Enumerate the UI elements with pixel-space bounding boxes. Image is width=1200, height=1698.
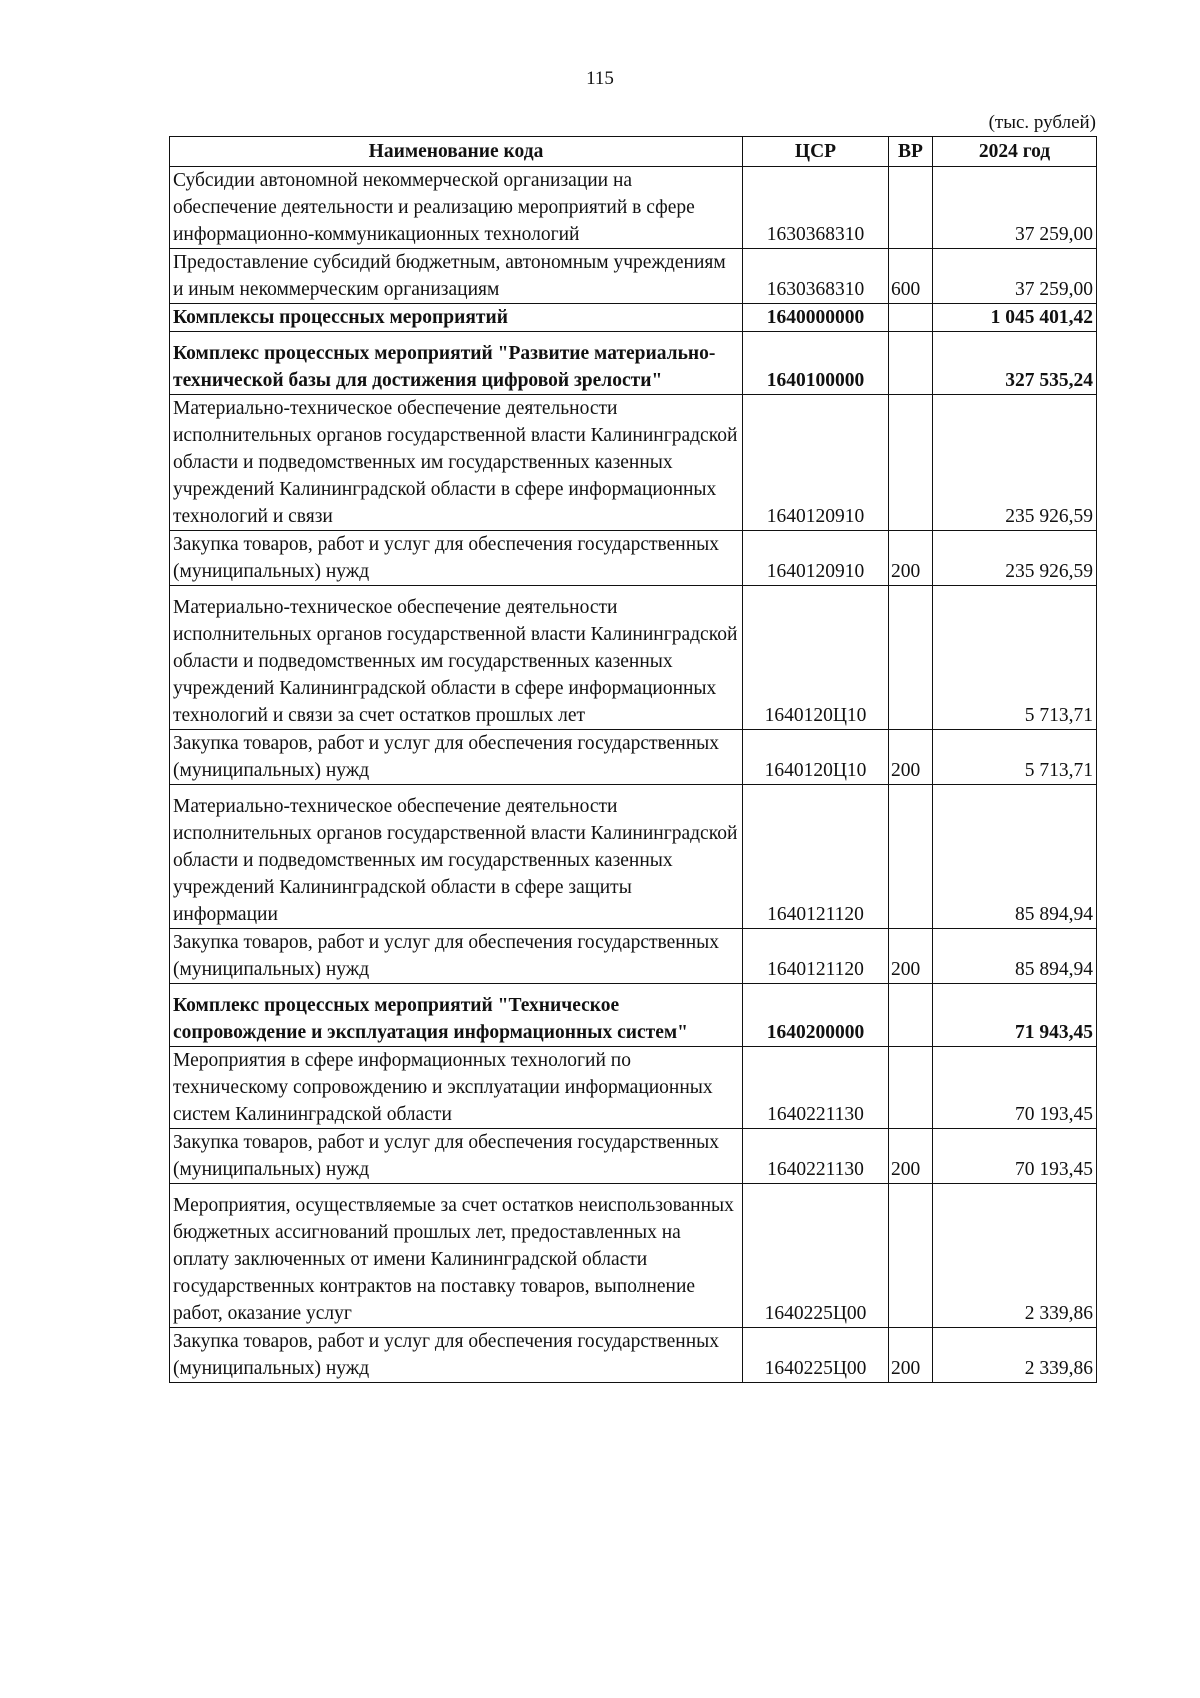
- row-name: Комплекс процессных мероприятий "Техническое сопровождение и эксплуатация информационных систем": [170, 984, 743, 1047]
- row-vr: [889, 167, 933, 249]
- row-name: Предоставление субсидий бюджетным, автономным учреждениям и иным некоммерческим организациям: [170, 249, 743, 304]
- row-vr: 200: [889, 531, 933, 586]
- row-name: Закупка товаров, работ и услуг для обеспечения государственных (муниципальных) нужд: [170, 531, 743, 586]
- header-name: Наименование кода: [170, 137, 743, 167]
- row-vr: [889, 785, 933, 929]
- table-row: [170, 785, 1097, 929]
- row-name: Материально-техническое обеспечение деятельности исполнительных органов государственной власти Калининградской области и подведомственных им государственных казенных учреждений Калининградской области в сфере информационных технологий и связи за счет остатков прошлых лет: [170, 586, 743, 730]
- row-vr: 200: [889, 730, 933, 785]
- row-vr: [889, 395, 933, 531]
- row-amount: 327 535,24: [933, 332, 1097, 395]
- table-row: [170, 531, 1097, 586]
- row-vr: 600: [889, 249, 933, 304]
- table-header-row: [170, 137, 1097, 167]
- row-csr: 1640120910: [743, 531, 889, 586]
- table-row: [170, 984, 1097, 1047]
- row-amount: 5 713,71: [933, 586, 1097, 730]
- row-csr: 1640225Ц00: [743, 1184, 889, 1328]
- row-vr: [889, 984, 933, 1047]
- row-csr: 1640120Ц10: [743, 586, 889, 730]
- budget-table: [169, 136, 1097, 1383]
- table-row: [170, 1047, 1097, 1129]
- row-vr: 200: [889, 929, 933, 984]
- row-amount: 70 193,45: [933, 1129, 1097, 1184]
- row-name: Комплексы процессных мероприятий: [170, 304, 743, 332]
- table-row: [170, 586, 1097, 730]
- row-amount: 235 926,59: [933, 531, 1097, 586]
- row-csr: 1630368310: [743, 249, 889, 304]
- row-csr: 1640225Ц00: [743, 1328, 889, 1383]
- table-row: [170, 167, 1097, 249]
- row-csr: 1640221130: [743, 1129, 889, 1184]
- table-row: [170, 249, 1097, 304]
- row-name: Материально-техническое обеспечение деятельности исполнительных органов государственной власти Калининградской области и подведомственных им государственных казенных учреждений Калининградской области в сфере информационных технологий и связи: [170, 395, 743, 531]
- row-name: Мероприятия в сфере информационных технологий по техническому сопровождению и эксплуатации информационных систем Калининградской области: [170, 1047, 743, 1129]
- table-row: [170, 1129, 1097, 1184]
- row-vr: [889, 1047, 933, 1129]
- table-row: [170, 332, 1097, 395]
- table-row: [170, 1328, 1097, 1383]
- table-row: [170, 929, 1097, 984]
- row-csr: 1640100000: [743, 332, 889, 395]
- row-vr: [889, 586, 933, 730]
- row-name: Закупка товаров, работ и услуг для обеспечения государственных (муниципальных) нужд: [170, 1328, 743, 1383]
- row-amount: 235 926,59: [933, 395, 1097, 531]
- row-vr: 200: [889, 1328, 933, 1383]
- row-csr: 1640000000: [743, 304, 889, 332]
- row-amount: 71 943,45: [933, 984, 1097, 1047]
- row-amount: 37 259,00: [933, 249, 1097, 304]
- row-amount: 5 713,71: [933, 730, 1097, 785]
- row-name: Мероприятия, осуществляемые за счет остатков неиспользованных бюджетных ассигнований прошлых лет, предоставленных на оплату заключенных от имени Калининградской области государственных контрактов на поставку товаров, выполнение работ, оказание услуг: [170, 1184, 743, 1328]
- table-row: [170, 1184, 1097, 1328]
- header-year: 2024 год: [933, 137, 1097, 167]
- row-amount: 85 894,94: [933, 929, 1097, 984]
- row-csr: 1640120Ц10: [743, 730, 889, 785]
- row-vr: [889, 304, 933, 332]
- table-row: [170, 304, 1097, 332]
- table-row: [170, 730, 1097, 785]
- row-amount: 37 259,00: [933, 167, 1097, 249]
- row-amount: 2 339,86: [933, 1184, 1097, 1328]
- row-vr: [889, 1184, 933, 1328]
- row-csr: 1640121120: [743, 929, 889, 984]
- row-csr: 1640121120: [743, 785, 889, 929]
- header-csr: ЦСР: [743, 137, 889, 167]
- row-name: Закупка товаров, работ и услуг для обеспечения государственных (муниципальных) нужд: [170, 929, 743, 984]
- row-csr: 1640200000: [743, 984, 889, 1047]
- row-amount: 85 894,94: [933, 785, 1097, 929]
- row-name: Закупка товаров, работ и услуг для обеспечения государственных (муниципальных) нужд: [170, 730, 743, 785]
- row-vr: 200: [889, 1129, 933, 1184]
- row-csr: 1640120910: [743, 395, 889, 531]
- row-csr: 1630368310: [743, 167, 889, 249]
- row-amount: 2 339,86: [933, 1328, 1097, 1383]
- table-row: [170, 395, 1097, 531]
- page-number: 115: [586, 68, 614, 89]
- row-name: Закупка товаров, работ и услуг для обеспечения государственных (муниципальных) нужд: [170, 1129, 743, 1184]
- row-amount: 1 045 401,42: [933, 304, 1097, 332]
- units-label: (тыс. рублей): [988, 112, 1096, 133]
- header-vr: ВР: [889, 137, 933, 167]
- row-csr: 1640221130: [743, 1047, 889, 1129]
- row-name: Материально-техническое обеспечение деятельности исполнительных органов государственной власти Калининградской области и подведомственных им государственных казенных учреждений Калининградской области в сфере защиты информации: [170, 785, 743, 929]
- row-name: Субсидии автономной некоммерческой организации на обеспечение деятельности и реализацию мероприятий в сфере информационно-коммуникационных технологий: [170, 167, 743, 249]
- row-amount: 70 193,45: [933, 1047, 1097, 1129]
- row-vr: [889, 332, 933, 395]
- row-name: Комплекс процессных мероприятий "Развитие материально-технической базы для достижения цифровой зрелости": [170, 332, 743, 395]
